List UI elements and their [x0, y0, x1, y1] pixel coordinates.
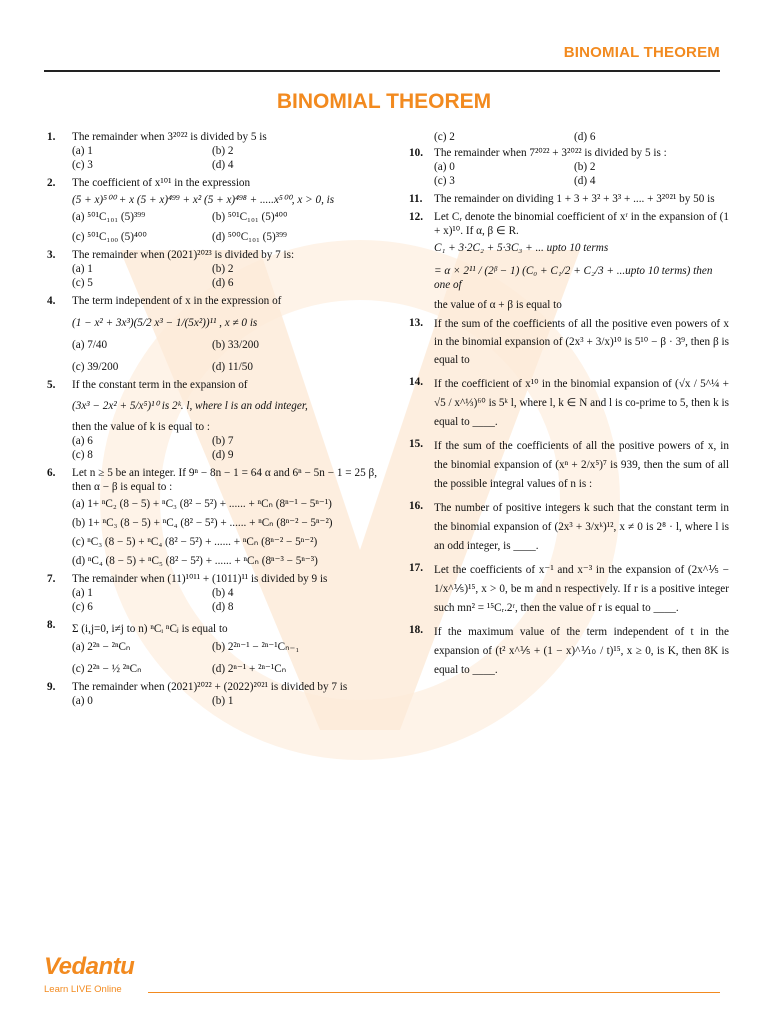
question-number: 3.: [47, 249, 56, 261]
option[interactable]: (c) ⁵⁰¹C₁₀₀ (5)⁴⁰⁰: [72, 231, 147, 243]
option[interactable]: (b) 33/200: [212, 339, 259, 351]
question-15: [409, 437, 729, 494]
question-text: If the sum of the coefficients of all the positive powers of x, in the binomial expansion of (xⁿ + 2/x⁵)⁷ is 939, then the sum of all the possible integral values of n is :: [434, 439, 729, 490]
question-text: The coefficient of x¹⁰¹ in the expression: [72, 177, 251, 189]
option[interactable]: (a) 1: [72, 587, 93, 599]
question-number: 5.: [47, 379, 56, 391]
question-17: [409, 561, 729, 618]
option[interactable]: (d) ⁿC₄ (8 − 5) + ⁿC₅ (8² − 5²) + ...... + ⁿCₙ (8ⁿ⁻³ − 5ⁿ⁻³): [72, 555, 318, 567]
question-text-continued: then the value of k is equal to :: [72, 421, 210, 433]
equation: (1 − x² + 3x³)(5/2 x³ − 1/(5x²))¹¹ , x ≠ 0 is: [72, 317, 258, 329]
options: [72, 338, 377, 374]
equation: (3x³ − 2x² + 5/x⁵)¹⁰ is 2ᵏ. l, where l is an odd integer,: [72, 400, 308, 412]
question-text: If the coefficient of x¹⁰ in the binomial expansion of (√x / 5^¼ + √5 / x^⅓)⁶⁰ is 5ᵏ l, where l, k ∈ N and l is co-prime to 5, then k is equal to ____.: [434, 377, 729, 428]
question-number: 7.: [47, 573, 56, 585]
option[interactable]: (a) 1: [72, 145, 93, 157]
option[interactable]: (d) 2ⁿ⁻¹ + ²ⁿ⁻¹Cₙ: [212, 663, 287, 675]
footer-divider: [148, 992, 720, 993]
options: [72, 144, 377, 172]
equation: C₁ + 3·2C₂ + 5·3C₃ + ... upto 10 terms: [434, 242, 609, 254]
option[interactable]: (d) 11/50: [212, 361, 253, 373]
footer-tagline: Learn LIVE Online: [44, 984, 122, 995]
question-14: [409, 375, 729, 432]
option[interactable]: (b) 1: [212, 695, 234, 707]
option[interactable]: (b) 2²ⁿ⁻¹ − ²ⁿ⁻¹Cₙ₋₁: [212, 641, 300, 653]
option[interactable]: (c) 8: [72, 449, 93, 461]
question-number: 4.: [47, 295, 56, 307]
question-text: The remainder when 7²⁰²² + 3²⁰²² is divided by 5 is :: [434, 147, 667, 159]
question-number: 1.: [47, 131, 56, 143]
option[interactable]: (d) 4: [212, 159, 234, 171]
question-text: The remainder when (2021)²⁰²³ is divided by 7 is:: [72, 249, 295, 261]
option[interactable]: (b) 2: [212, 145, 234, 157]
question-text: The remainder when (2021)²⁰²² + (2022)²⁰²¹ is divided by 7 is: [72, 681, 348, 693]
question-text: Let the coefficients of x⁻¹ and x⁻³ in the expansion of (2x^⅕ − 1/x^⅕)¹⁵, x > 0, be m and n respectively. If r is a positive integer such mn² = ¹⁵Cᵣ.2ʳ, then the value of r is equal to ____.: [434, 564, 729, 615]
options: [72, 586, 377, 614]
options: [434, 160, 729, 188]
question-text: Σ (i,j=0, i≠j to n) ⁿCᵢ ⁿCⱼ is equal to: [72, 623, 228, 635]
question-12: [409, 210, 729, 312]
question-text: If the sum of the coefficients of all the positive even powers of x in the binomial expansion of (2x³ + 3/x)¹⁰ is 5¹⁰ − β · 3⁹, then β is equal to: [434, 318, 729, 366]
option[interactable]: (d) 9: [212, 449, 234, 461]
option[interactable]: (a) 2²ⁿ − ²ⁿCₙ: [72, 641, 131, 653]
question-number: 13.: [409, 317, 423, 329]
question-9: [47, 680, 377, 708]
question-number: 11.: [409, 193, 423, 205]
equation: (5 + x)⁵⁰⁰ + x (5 + x)⁴⁹⁹ + x² (5 + x)⁴⁹⁸ + .....x⁵⁰⁰, x > 0, is: [72, 194, 335, 206]
header-title: BINOMIAL THEOREM: [563, 44, 720, 61]
question-text: The number of positive integers k such that the constant term in the binomial expansion of (2x³ + 3/xᵏ)¹², x ≠ 0 is 2⁸ · l, where l is an odd integer, is ____.: [434, 501, 729, 553]
question-number: 15.: [409, 437, 423, 450]
option[interactable]: (c) 2: [434, 131, 455, 143]
option[interactable]: (c) 6: [72, 601, 93, 613]
option[interactable]: (d) ⁵⁰⁰C₁₀₁ (5)³⁹⁹: [212, 231, 287, 243]
question-18: [409, 623, 729, 680]
option[interactable]: (c) 3: [72, 159, 93, 171]
question-9-continued: [409, 130, 729, 144]
option[interactable]: (b) 2: [574, 161, 596, 173]
option[interactable]: (d) 6: [212, 277, 234, 289]
question-13: [409, 316, 729, 370]
question-number: 17.: [409, 562, 423, 575]
question-5: [47, 378, 377, 462]
options: [434, 130, 729, 144]
header-divider: [44, 70, 720, 72]
equation-continued: = α × 2¹¹ / (2ᵝ − 1) (C₀ + C₁/2 + C₂/3 + ...upto 10 terms) then one of: [434, 265, 713, 291]
question-number: 14.: [409, 375, 423, 388]
option[interactable]: (c) 5: [72, 277, 93, 289]
option[interactable]: (a) 1+ ⁿC₂ (8 − 5) + ⁿC₃ (8² − 5²) + ...... + ⁿCₙ (8ⁿ⁻¹ − 5ⁿ⁻¹): [72, 498, 332, 510]
question-1: [47, 130, 377, 172]
question-number: 12.: [409, 211, 423, 223]
question-number: 9.: [47, 681, 56, 693]
question-2: [47, 176, 377, 244]
option[interactable]: (c) 3: [434, 175, 455, 187]
option[interactable]: (a) 0: [434, 161, 455, 173]
options: [72, 262, 377, 290]
option[interactable]: (a) 0: [72, 695, 93, 707]
option[interactable]: (b) ⁵⁰¹C₁₀₁ (5)⁴⁰⁰: [212, 211, 288, 223]
question-3: [47, 248, 377, 290]
option[interactable]: (c) ⁿC₃ (8 − 5) + ⁿC₄ (8² − 5²) + ...... + ⁿCₙ (8ⁿ⁻² − 5ⁿ⁻²): [72, 536, 318, 548]
option[interactable]: (b) 1+ ⁿC₃ (8 − 5) + ⁿC₄ (8² − 5²) + ...... + ⁿCₙ (8ⁿ⁻² − 5ⁿ⁻²): [72, 517, 333, 529]
option[interactable]: (a) 6: [72, 435, 93, 447]
question-text: The remainder when (11)¹⁰¹¹ + (1011)¹¹ is divided by 9 is: [72, 573, 328, 585]
option[interactable]: (d) 6: [574, 131, 596, 143]
question-text: Let Cᵣ denote the binomial coefficient of xʳ in the expansion of (1 + x)¹⁰. If α, β ∈ R.: [434, 211, 729, 237]
question-number: 8.: [47, 619, 56, 631]
options: [72, 434, 377, 462]
question-text: If the constant term in the expansion of: [72, 379, 248, 391]
option[interactable]: (b) 2: [212, 263, 234, 275]
options: [72, 497, 377, 568]
question-text: If the maximum value of the term independent of t in the expansion of (t² x^⅕ + (1 − x)^⅒ / t)¹⁵, x ≥ 0, is K, then 8K is equal to ____.: [434, 626, 729, 677]
question-number: 10.: [409, 147, 423, 159]
options: [72, 640, 377, 676]
left-column: [47, 130, 377, 708]
question-4: [47, 294, 377, 374]
question-6: [47, 466, 377, 568]
question-text: The term independent of x in the expression of: [72, 295, 282, 307]
option[interactable]: (b) 7: [212, 435, 234, 447]
question-text: Let n ≥ 5 be an integer. If 9ⁿ − 8n − 1 = 64 α and 6ⁿ − 5n − 1 = 25 β, then α − β is equal to :: [72, 467, 377, 493]
option[interactable]: (a) ⁵⁰¹C₁₀₁ (5)³⁹⁹: [72, 211, 146, 223]
question-text: The remainder when 3²⁰²² is divided by 5 is: [72, 131, 267, 143]
question-11: [409, 192, 729, 206]
right-column: [409, 130, 729, 680]
question-7: [47, 572, 377, 614]
question-text-continued: the value of α + β is equal to: [434, 299, 562, 311]
page-title: BINOMIAL THEOREM: [276, 90, 492, 113]
vedantu-logo[interactable]: Vedantu: [44, 953, 135, 980]
question-8: [47, 618, 377, 676]
option[interactable]: (b) 4: [212, 587, 234, 599]
question-10: [409, 146, 729, 188]
question-16: [409, 499, 729, 556]
question-number: 16.: [409, 499, 423, 512]
option[interactable]: (a) 1: [72, 263, 93, 275]
option[interactable]: (a) 7/40: [72, 339, 108, 351]
question-text: The remainder on dividing 1 + 3 + 3² + 3³ + .... + 3²⁰²¹ by 50 is: [434, 193, 715, 205]
option[interactable]: (c) 39/200: [72, 361, 119, 373]
option[interactable]: (d) 8: [212, 601, 234, 613]
question-number: 6.: [47, 467, 56, 479]
question-number: 18.: [409, 624, 423, 637]
options: [72, 694, 377, 708]
option[interactable]: (d) 4: [574, 175, 596, 187]
question-number: 2.: [47, 177, 56, 189]
options: [72, 210, 377, 244]
option[interactable]: (c) 2²ⁿ − ½ ²ⁿCₙ: [72, 663, 142, 675]
